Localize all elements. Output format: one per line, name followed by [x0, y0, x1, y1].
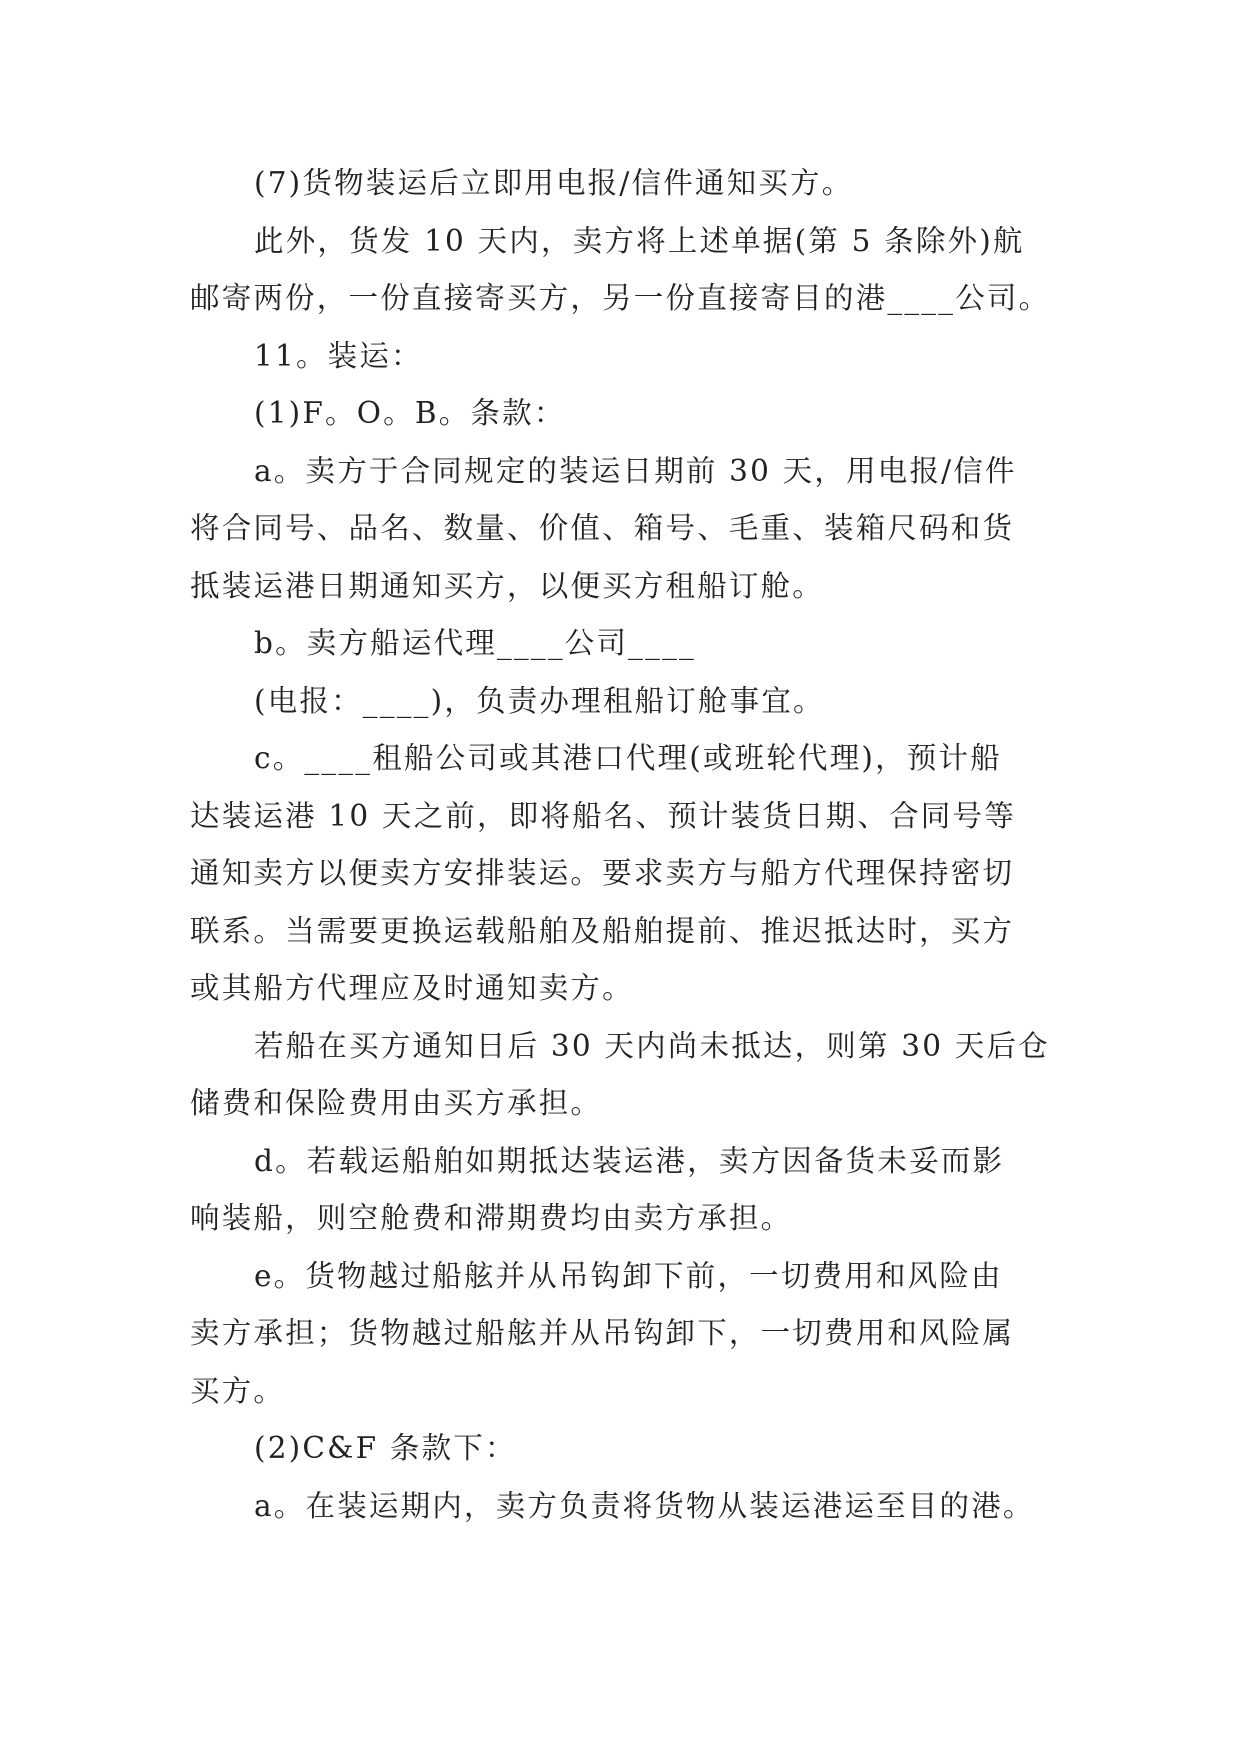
text-line: 或其船方代理应及时通知卖方。 [190, 971, 634, 1005]
text-line: 达装运港 10 天之前，即将船名、预计装货日期、合同号等 [190, 798, 1016, 833]
text-line: 卖方承担；货物越过船舷并从吊钩卸下，一切费用和风险属 [190, 1316, 1015, 1350]
text-line: (电报：____)，负责办理租船订舱事宜。 [254, 683, 825, 718]
text-line: 响装船，则空舱费和滞期费均由卖方承担。 [190, 1201, 793, 1235]
text-line: c。____租船公司或其港口代理(或班轮代理)，预计船 [254, 741, 1002, 775]
text-line: e。货物越过船舷并从吊钩卸下前，一切费用和风险由 [254, 1258, 1003, 1293]
text-line: (7)货物装运后立即用电报/信件通知买方。 [254, 166, 854, 200]
text-line: b。卖方船运代理____公司____ [254, 626, 696, 660]
text-line: 买方。 [190, 1373, 286, 1408]
text-line: a。在装运期内，卖方负责将货物从装运港运至目的港。 [254, 1488, 1035, 1523]
body-text [190, 155, 1070, 1535]
text-line: 通知卖方以便卖方安排装运。要求卖方与船方代理保持密切 [190, 856, 1015, 890]
text-line: (1)F。O。B。条款： [254, 396, 566, 430]
text-line: a。卖方于合同规定的装运日期前 30 天，用电报/信件 [254, 453, 1017, 488]
text-line: d。若载运船舶如期抵达装运港，卖方因备货未妥而影 [254, 1143, 1005, 1178]
text-line: 将合同号、品名、数量、价值、箱号、毛重、装箱尺码和货 [190, 511, 1015, 545]
text-line: 联系。当需要更换运载船舶及船舶提前、推迟抵达时，买方 [190, 913, 1015, 948]
text-line: 此外，货发 10 天内，卖方将上述单据(第 5 条除外)航 [254, 223, 1025, 258]
text-line: 抵装运港日期通知买方，以便买方租船订舱。 [190, 568, 825, 603]
text-line: (2)C&F 条款下： [254, 1431, 517, 1465]
text-line: 邮寄两份，一份直接寄买方，另一份直接寄目的港____公司。 [190, 281, 1051, 315]
text-line: 11。装运： [254, 338, 423, 373]
text-line: 储费和保险费用由买方承担。 [190, 1086, 603, 1120]
text-line: 若船在买方通知日后 30 天内尚未抵达，则第 30 天后仓 [254, 1028, 1050, 1063]
